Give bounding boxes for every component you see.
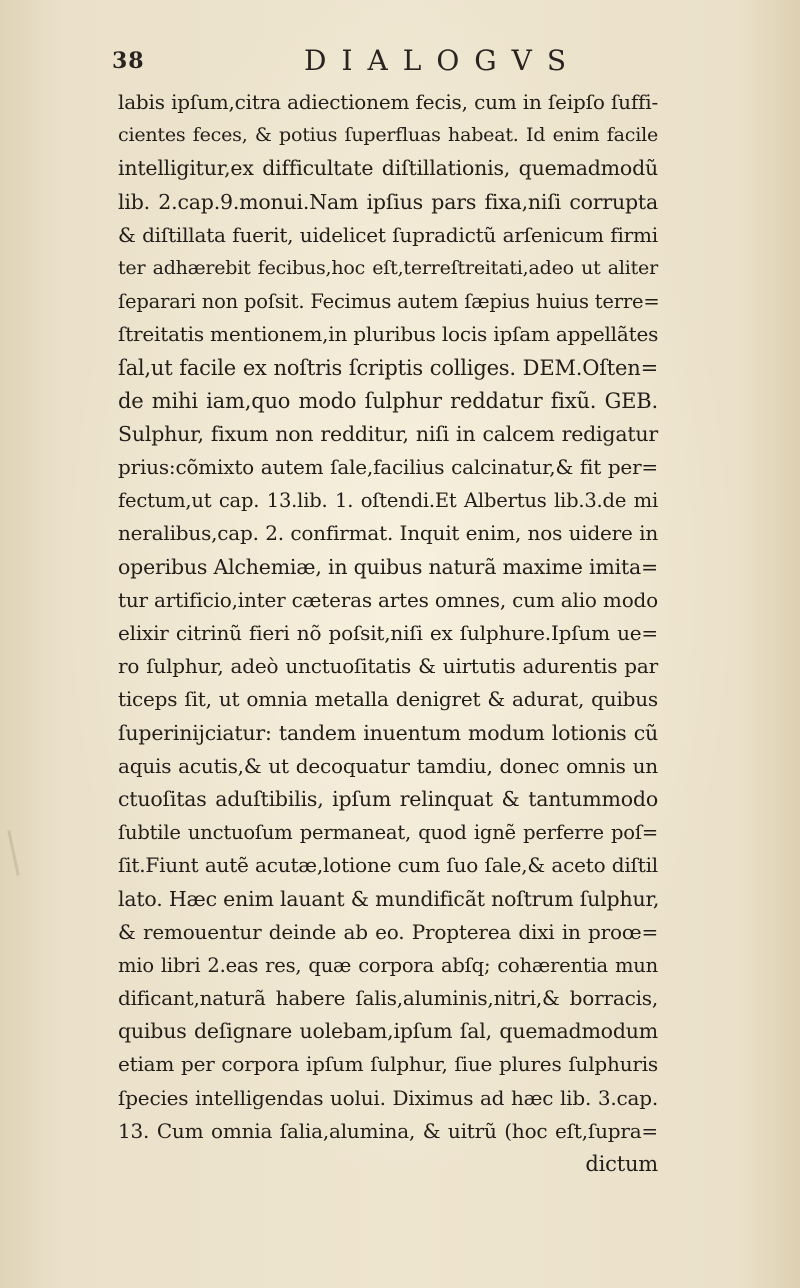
text-line: prius:cõmixto autem ſale,facilius calcinatur,& fit per= [118,455,658,480]
text-line: 13. Cum omnia ſalia,alumina, & uitrũ (hoc eſt,ſupra= [118,1118,658,1143]
text-line: ſal,ut facile ex noſtris ſcriptis colliges. DEM.Oſten= [118,355,658,380]
page-number: 38 [112,48,145,74]
text-line: neralibus,cap. 2. confirmat. Inquit enim, nos uidere in [118,521,658,546]
text-line: ter adhærebit fecibus,hoc eſt,terreſtreitati,adeo ut aliter [118,256,658,279]
body-text [118,86,658,1181]
text-line: fectum,ut cap. 13.lib. 1. oſtendi.Et Albertus lib.3.de mi [118,489,658,513]
text-line: ſit.Fiunt autẽ acutæ,lotione cum ſuo ſale,& aceto diſtil [118,853,658,878]
text-line: aquis acutis,& ut decoquatur tamdiu, donec omnis un [118,753,658,778]
text-line: & remouentur deinde ab eo. Propterea dixi in proœ= [118,919,658,944]
text-line: ſtreitatis mentionem,in pluribus locis ipſam appellãtes [118,322,659,347]
text-line: intelligitur,ex difficultate diſtillationis, quemadmodũ [118,156,658,181]
text-line: operibus Alchemiæ, in quibus naturã maxime imita= [118,554,658,579]
text-line: elixir citrinũ fieri nõ poſsit,niſi ex ſulphure.Ipſum ue= [118,621,658,645]
text-line: Sulphur, fixum non redditur, niſi in calcem redigatur [118,421,658,446]
text-line: de mihi iam,quo modo ſulphur reddatur fixũ. GEB. [118,388,658,413]
text-line: labis ipſum,citra adiectionem fecis, cum in ſeipſo ſuffi- [118,90,658,114]
text-line: lato. Hæc enim lauant & mundificãt noſtrum ſulphur, [118,886,660,911]
text-line: ctuoſitas aduſtibilis, ipſum relinquat & tantummodo [118,786,658,811]
text-line: etiam per corpora ipſum ſulphur, ſiue plures ſulphuris [118,1052,658,1077]
text-line: ſubtile unctuoſum permaneat, quod ignẽ perferre poſ= [118,821,658,845]
catchword: dictum [585,1152,658,1176]
running-title: DIALOGVS [304,44,582,77]
text-line: ſuperinijciatur: tandem inuentum modum lotionis cũ [118,720,658,745]
paper-mark [7,830,19,876]
text-line: ticeps ſit, ut omnia metalla denigret & adurat, quibus [118,687,658,712]
text-line: ſeparari non poſsit. Fecimus autem ſæpius huius terre= [118,290,660,314]
text-line: ſpecies intelligendas uolui. Diximus ad hæc lib. 3.cap. [118,1085,658,1110]
text-line: ro ſulphur, adeò unctuoſitatis & uirtutis adurentis par [118,654,658,679]
text-line: tur artificio,inter cæteras artes omnes, cum alio modo [118,587,658,612]
text-line: dificant,naturã habere ſalis,aluminis,nitri,& borracis, [118,986,658,1011]
text-line: quibus deſignare uolebam,ipſum ſal, quemadmodum [118,1019,658,1044]
text-line: cientes feces, & potius ſuperfluas habeat. Id enim facile [118,124,658,147]
text-line: lib. 2.cap.9.monui.Nam ipſius pars fixa,niſi corrupta [118,189,658,214]
page-header [112,44,672,84]
text-line: & diſtillata fuerit, uidelicet ſupradictũ arſenicum firmi [118,222,658,247]
text-line: mio libri 2.eas res, quæ corpora abſq; cohærentia mun [118,953,658,977]
